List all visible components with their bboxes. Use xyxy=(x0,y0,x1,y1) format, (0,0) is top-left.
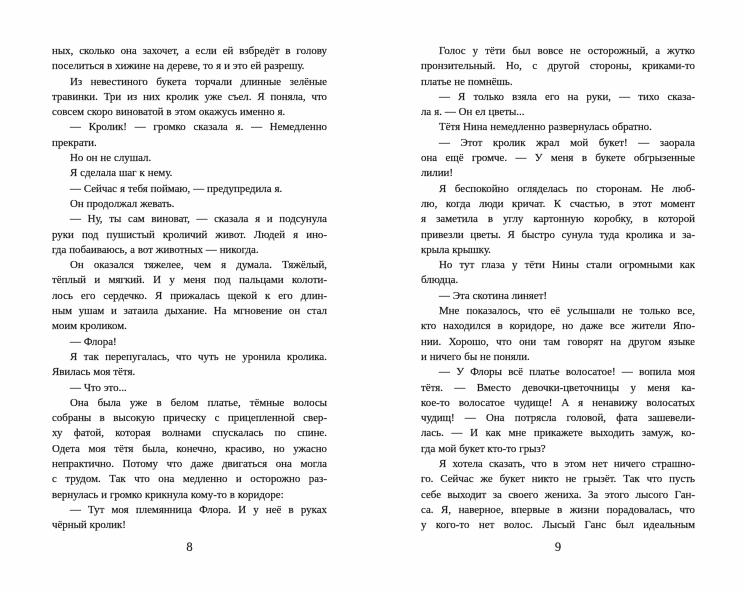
text-line: Из невестиного букета торчали длинные зелёные xyxy=(70,75,327,88)
text-line: совсем скоро виноватой в этом окажусь именно я. xyxy=(52,106,286,119)
text-line: Одета моя тётя была, конечно, красиво, но ужасно xyxy=(52,442,327,455)
text-line: моим кроликом. xyxy=(52,320,127,333)
text-line: руки под пушистый кроличий живот. Людей я ино- xyxy=(52,228,327,241)
text-line: прекрати. xyxy=(52,136,97,149)
text-line: — Тут моя племянница Флора. И у неё в руках xyxy=(70,503,327,516)
text-line: блюдца. xyxy=(421,274,459,287)
text-line: ху фатой, которая волнами спускалась по спине. xyxy=(52,427,327,440)
text-line: я заметила в углу картонную коробку, в которой xyxy=(421,213,695,226)
text-line: — Что это... xyxy=(70,381,127,394)
text-line: Голос у тёти был вовсе не осторожный, а жутко xyxy=(439,45,695,57)
text-line: чудищ! — Она потрясла головой, фата зашевели- xyxy=(421,412,695,425)
text-line: — Кролик! — громко сказала я. — Немедленно xyxy=(70,121,327,134)
text-line: Я беспокойно огляделась по сторонам. Не люб- xyxy=(439,182,695,195)
text-line: кое-то волосатое чудище! А я ненавижу волосатых xyxy=(421,396,695,409)
text-line: нии. Хорошо, что они там говорят на другом языке xyxy=(421,335,695,348)
text-line: — У Флоры всё платье волосатое! — вопила моя xyxy=(439,366,695,379)
text-line: — Эта скотина линяет! xyxy=(439,289,548,302)
text-line: поселиться в хижине на дереве, то я и это ей разрешу. xyxy=(52,60,305,73)
text-line: са. Я, наверное, впервые в жизни порадовалась, что xyxy=(421,503,695,516)
page-left-text xyxy=(52,44,327,534)
text-line: тёплый и мягкий. И у меня под пальцами колоти- xyxy=(52,274,327,287)
text-line: с трудом. Так что она медленно и осторожно раз- xyxy=(52,473,327,486)
text-line: Он продолжал жевать. xyxy=(70,197,175,210)
text-line: крыла крышку. xyxy=(421,243,491,256)
text-line: чёрный кролик! xyxy=(52,519,126,532)
page-right-text xyxy=(421,44,695,534)
text-line: лась. — И как мне прикажете выходить замуж, ко- xyxy=(421,427,695,440)
text-line: кто находился в коридоре, но даже все жители Япо- xyxy=(421,320,695,333)
text-line: ных, сколько она захочет, а если ей взбредёт в голову xyxy=(52,45,327,57)
text-line: ла я. — Он ел цветы... xyxy=(421,106,525,119)
text-line: у кого-то нет волос. Лысый Ганс был идеальным xyxy=(421,519,695,532)
text-line: платье не помнёшь. xyxy=(421,75,513,88)
text-line: — Флора! xyxy=(70,335,117,348)
text-line: гда побаиваюсь, а вот животных — никогда. xyxy=(52,243,259,256)
text-line: — Я только взяла его на руки, — тихо сказа- xyxy=(439,90,695,103)
text-line: привезли цветы. Я быстро сунула туда кролика и за- xyxy=(421,228,695,241)
text-line: Я так перепугалась, что чуть не уронила кролика. xyxy=(70,350,327,363)
text-line: непрактично. Потому что даже двигаться она могла xyxy=(52,458,327,471)
page-number-left: 8 xyxy=(186,540,193,554)
text-line: Я хотела сказать, что в этом нет ничего страшно- xyxy=(439,458,695,471)
text-line: ным ушам и затаила дыхание. На мгновение он стал xyxy=(52,305,327,318)
text-line: Тётя Нина немедленно развернулась обратно. xyxy=(439,121,652,134)
text-line: собраны в высокую прическу с прицепленной свер- xyxy=(52,412,327,425)
text-line: — Ну, ты сам виноват, — сказала я и подсунула xyxy=(70,213,327,226)
text-line: она ещё громче. — У меня в букете обгрызенные xyxy=(421,152,695,165)
text-line: Явилась моя тётя. xyxy=(52,366,136,379)
text-line: травинки. Три из них кролик уже съел. Я поняла, что xyxy=(52,90,327,103)
text-line: вернулась и громко крикнула кому-то в коридоре: xyxy=(52,488,284,501)
text-line: Я сделала шаг к нему. xyxy=(70,167,173,180)
text-line: пронзительный. Но, с другой стороны, криками-то xyxy=(421,60,695,73)
text-line: тётя. — Вместо девочки-цветочницы у меня ка- xyxy=(421,381,695,394)
text-line: лю, когда люди кричат. К счастью, в этот момент xyxy=(421,197,695,210)
text-line: Она была уже в белом платье, тёмные волосы xyxy=(70,396,327,409)
text-line: — Этот кролик жрал мой букет! — заорала xyxy=(439,136,695,149)
text-line: Но он не слушал. xyxy=(70,152,152,165)
text-line: лось его сердечко. Я прижалась щекой к его длин- xyxy=(52,289,327,302)
text-line: гда мой букет кто-то грыз? xyxy=(421,442,546,455)
page-number-right: 9 xyxy=(554,540,562,554)
text-line: го. Сейчас же букет никто не грызёт. Так что пусть xyxy=(421,473,695,486)
text-line: Мне показалось, что её услышали не только все, xyxy=(439,305,695,318)
text-line: себе выходит за своего жениха. За этого лысого Ган- xyxy=(421,488,695,501)
text-line: — Сейчас я тебя поймаю, — предупредила я. xyxy=(70,182,283,195)
text-line: и ничего бы не поняли. xyxy=(421,350,530,363)
text-line: Он оказался тяжелее, чем я думала. Тяжёлый, xyxy=(70,259,327,272)
text-line: лилии! xyxy=(421,167,453,180)
text-line: Но тут глаза у тёти Нины стали огромными как xyxy=(439,259,695,272)
